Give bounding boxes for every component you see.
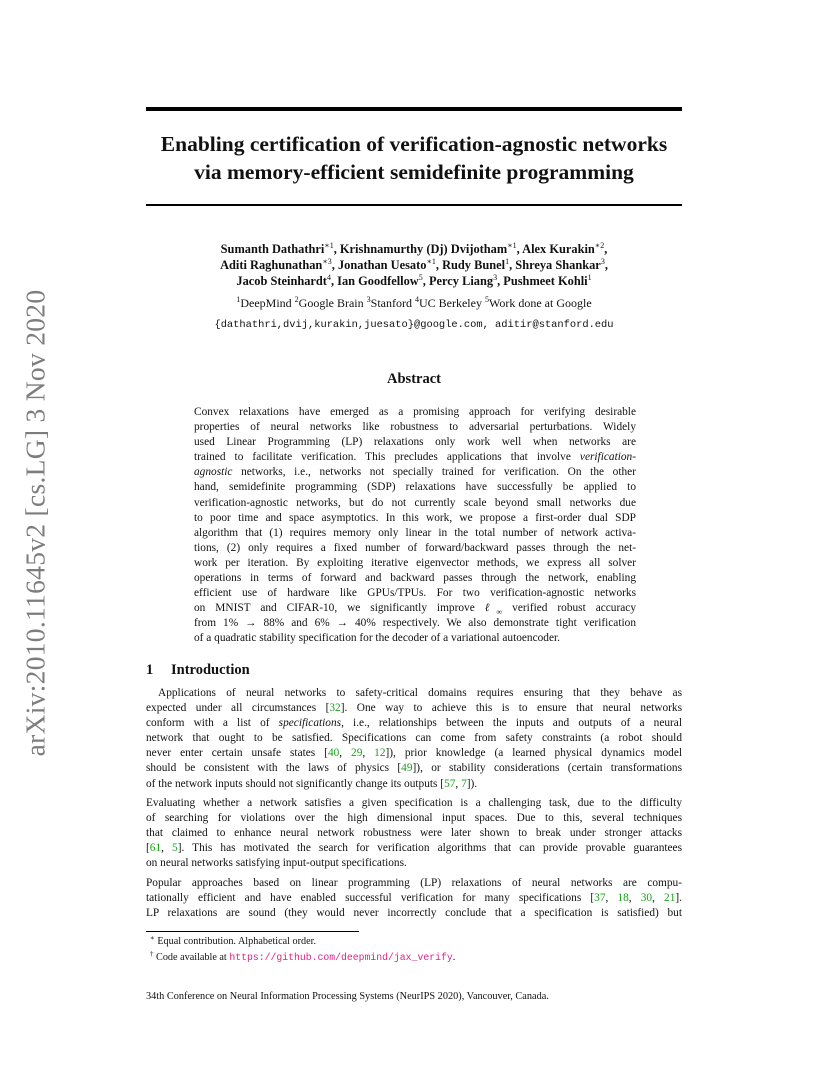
- introduction-body: [146, 686, 682, 925]
- abstract-line: operations in terms of forward and backward passes through the network, enabling: [194, 572, 636, 585]
- abstract-line: [194, 465, 636, 480]
- citation-link[interactable]: 21: [664, 891, 676, 904]
- author-affiliation-mark: 3: [493, 273, 498, 282]
- abstract-body: [194, 405, 636, 647]
- footnote-mark: ∗: [150, 934, 155, 942]
- citation-link[interactable]: 40: [327, 747, 340, 760]
- author-affiliation-mark: ∗1: [426, 257, 436, 266]
- title-bottom-rule: [146, 204, 682, 206]
- author-line-3: [146, 273, 682, 289]
- footnote-mark: †: [150, 950, 154, 958]
- citation-link[interactable]: 12: [374, 747, 386, 760]
- abstract-line: work per iteration. By exploiting iterative eigenvector methods, we express all solver: [194, 556, 636, 569]
- intro-line: of the network inputs should not significantly change its outputs [57, 7]).: [146, 777, 478, 790]
- author-affiliation-mark: ∗1: [507, 241, 517, 250]
- ell-infinity-subscript: ∞: [496, 607, 503, 617]
- author-emails: {dathathri,dvij,kurakin,juesato}@google.com, aditir@stanford.edu: [214, 319, 614, 331]
- footnote-code-availability: [146, 950, 682, 966]
- author-separator: ,: [509, 258, 516, 272]
- title-line-2: via memory-efficient semidefinite programming: [194, 160, 634, 184]
- affiliation-mark: 1: [236, 295, 241, 304]
- abstract-emphasis: agnostic: [194, 466, 233, 479]
- author-name: Krishnamurthy (Dj) Dvijotham: [339, 242, 508, 256]
- abstract-text: networks, i.e., networks not specially trained for verification. On the other: [232, 466, 636, 479]
- intro-line: never enter certain unsafe states [40, 29, 12]), prior knowledge (a learned physical dynamics model: [146, 747, 682, 760]
- affiliation-name: Stanford: [370, 296, 415, 310]
- affiliation-name: UC Berkeley: [418, 296, 485, 310]
- intro-line: Popular approaches based on linear programming (LP) relaxations of neural networks are compu-: [146, 876, 682, 889]
- author-separator: ,: [497, 274, 504, 288]
- intro-text: , i.e., relationships between the inputs and outputs of a neural: [341, 717, 682, 730]
- affiliation-mark: 4: [414, 295, 419, 304]
- author-separator: ,: [331, 258, 338, 272]
- intro-line: that claimed to enhance neural network robustness were later shown to break under stronger attacks: [146, 827, 682, 840]
- author-separator: ,: [422, 274, 429, 288]
- abstract-line: properties of neural networks like robustness to adversarial perturbations. Widely: [194, 421, 636, 434]
- citation-link[interactable]: 37: [594, 891, 606, 904]
- citation-link[interactable]: 30: [640, 891, 653, 904]
- citation-link[interactable]: 7: [461, 777, 467, 790]
- code-repository-link[interactable]: https://github.com/deepmind/jax_verify: [229, 952, 453, 963]
- author-separator: ,: [516, 242, 523, 256]
- abstract-heading: Abstract: [387, 371, 441, 387]
- intro-line: network that ought to be satisfied. Specifications can come from safety constraints (a robot should: [146, 732, 682, 745]
- abstract-line: of a quadratic stability specification for the decoder of a variational autoencoder.: [194, 632, 560, 645]
- intro-line: tationally efficient and have enabled successful verification for many specifications [37, 18, 30, 21].: [146, 891, 682, 904]
- intro-text: tationally efficient and have enabled successful verification for many specifications [: [146, 891, 595, 904]
- intro-paragraph-2: [146, 796, 682, 871]
- intro-text: never enter certain unsafe states [: [146, 747, 328, 760]
- citation-link[interactable]: 32: [329, 702, 341, 715]
- venue-footer: 34th Conference on Neural Information Processing Systems (NeurIPS 2020), Vancouver, Canada.: [146, 991, 549, 1002]
- affiliation-name: DeepMind: [240, 296, 295, 310]
- intro-text: should be consistent with the laws of physics [: [146, 762, 402, 775]
- affiliation-mark: 5: [484, 295, 489, 304]
- abstract-line: used Linear Programming (LP) relaxations only work well when networks are: [194, 436, 636, 449]
- abstract-text: trained to facilitate verification. This precludes applications that involve: [194, 451, 580, 464]
- footnote-text: .: [452, 952, 456, 963]
- abstract-line: algorithm that (1) requires memory only linear in the total number of network activa-: [194, 526, 636, 539]
- abstract-line: tions, (2) only requires a fixed number of forward/backward passes through the net-: [194, 541, 636, 554]
- abstract-line: to poor time and space asymptotics. In this work, we propose a first-order dual SDP: [194, 511, 636, 524]
- author-affiliation-mark: 3: [600, 257, 605, 266]
- abstract-emphasis: verification-: [579, 451, 636, 464]
- author-name: Rudy Bunel: [442, 258, 506, 272]
- author-name: Shreya Shankar: [515, 258, 601, 272]
- section-title: Introduction: [171, 662, 250, 678]
- intro-line: of searching for violations over the high dimensional input spaces. Due to this, several techniques: [146, 811, 682, 824]
- intro-paragraph-3: [146, 876, 682, 921]
- arxiv-identifier: arXiv:2010.11645v2 [cs.LG] 3 Nov 2020: [19, 289, 51, 757]
- intro-line: [61, 5]. This has motivated the search for verification algorithms that can provide provable guarantees: [146, 842, 682, 855]
- author-separator: ,: [333, 242, 340, 256]
- intro-text: ].: [675, 891, 682, 904]
- author-separator: ,: [330, 274, 338, 288]
- author-name: Alex Kurakin: [522, 242, 595, 256]
- citation-link[interactable]: 61: [149, 842, 162, 855]
- author-line-2: [146, 257, 682, 273]
- section-number: 1: [146, 662, 154, 678]
- author-affiliation-mark: 1: [505, 257, 510, 266]
- footnotes: [146, 934, 682, 966]
- citation-link[interactable]: 18: [617, 891, 629, 904]
- author-affiliation-mark: 1: [587, 273, 592, 282]
- author-affiliation-mark: 4: [326, 273, 331, 282]
- arxiv-identifier-stamp: [13, 288, 57, 758]
- footnote-rule: [146, 931, 359, 932]
- footnote-equal-contribution: [146, 934, 682, 950]
- intro-text: conform with a list of: [146, 717, 279, 730]
- intro-line: Evaluating whether a network satisfies a given specification is a challenging task, due to the difficulty: [146, 796, 682, 809]
- footnote-text: Equal contribution. Alphabetical order.: [154, 936, 317, 947]
- author-line-1: [146, 241, 682, 257]
- author-affiliation-mark: 5: [418, 273, 423, 282]
- intro-text: ]. One way to achieve this is to ensure that neural networks: [340, 702, 682, 715]
- section-heading-introduction: [146, 661, 250, 679]
- abstract-line: [194, 450, 636, 465]
- abstract-line: [194, 601, 636, 616]
- author-separator: ,: [604, 258, 608, 272]
- author-separator: ,: [435, 258, 443, 272]
- abstract-line: verification-agnostic networks, but do not currently scale beyond small networks due: [194, 496, 636, 509]
- intro-line: [146, 716, 682, 731]
- abstract-line: hand, semidefinite programming (SDP) relaxations have successfully be applied to: [194, 481, 636, 494]
- ell-infinity-symbol: ℓ: [484, 602, 497, 615]
- title-top-rule: [146, 107, 682, 111]
- paper-title: [146, 130, 682, 186]
- intro-text: ]).: [466, 777, 478, 790]
- intro-text: ]), prior knowledge (a learned physical dynamics model: [385, 747, 682, 760]
- intro-emphasis: specifications: [278, 717, 342, 730]
- title-line-1: Enabling certification of verification-agnostic networks: [160, 132, 668, 156]
- author-affiliation-mark: ∗1: [324, 241, 334, 250]
- intro-text: expected under all circumstances [: [146, 702, 330, 715]
- author-name: Jonathan Uesato: [337, 258, 427, 272]
- author-affiliation-mark: ∗3: [322, 257, 332, 266]
- abstract-line: Convex relaxations have emerged as a promising approach for verifying desirable: [194, 406, 636, 418]
- affiliation-name: Google Brain: [298, 296, 367, 310]
- intro-line: [146, 701, 682, 716]
- intro-line: Applications of neural networks to safety-critical domains requires ensuring that they behave as: [158, 687, 682, 699]
- footnote-text: Code available at: [153, 952, 230, 963]
- intro-text: ]), or stability considerations (certain transformations: [412, 762, 682, 775]
- intro-paragraph-1: [146, 686, 682, 792]
- intro-line: LP relaxations are sound (they would never incorrectly conclude that a specification is satisfied) but: [146, 906, 682, 919]
- author-list: [146, 241, 682, 289]
- citation-link[interactable]: 57: [444, 777, 456, 790]
- affiliation-name: Work done at Google: [488, 296, 592, 310]
- abstract-text: verified robust accuracy: [502, 602, 636, 615]
- citation-link[interactable]: 49: [401, 762, 413, 775]
- affiliation-mark: 3: [366, 295, 371, 304]
- citation-link[interactable]: 29: [351, 747, 363, 760]
- author-name: Sumanth Dathathri: [220, 242, 325, 256]
- author-name: Percy Liang: [428, 274, 494, 288]
- intro-text: of the network inputs should not significantly change its outputs [: [146, 777, 445, 790]
- abstract-line: efficient use of hardware like GPUs/TPUs. For two verification-agnostic networks: [194, 587, 636, 600]
- affiliation-mark: 2: [294, 295, 299, 304]
- abstract-line: from 1% → 88% and 6% → 40% respectively. We also demonstrate tight verification: [194, 617, 636, 630]
- author-name: Jacob Steinhardt: [236, 274, 327, 288]
- citation-link[interactable]: 5: [172, 842, 178, 855]
- author-name: Ian Goodfellow: [337, 274, 419, 288]
- affiliations: [146, 295, 682, 311]
- abstract-text: on MNIST and CIFAR-10, we significantly improve: [194, 602, 485, 615]
- intro-text: ]. This has motivated the search for verification algorithms that can provide provable guarantees: [177, 842, 682, 855]
- author-separator: ,: [604, 242, 608, 256]
- intro-line: [146, 761, 682, 776]
- author-affiliation-mark: ∗2: [594, 241, 605, 250]
- intro-line: on neural networks satisfying input-output specifications.: [146, 857, 407, 870]
- author-name: Pushmeet Kohli: [503, 274, 588, 288]
- author-name: Aditi Raghunathan: [220, 258, 323, 272]
